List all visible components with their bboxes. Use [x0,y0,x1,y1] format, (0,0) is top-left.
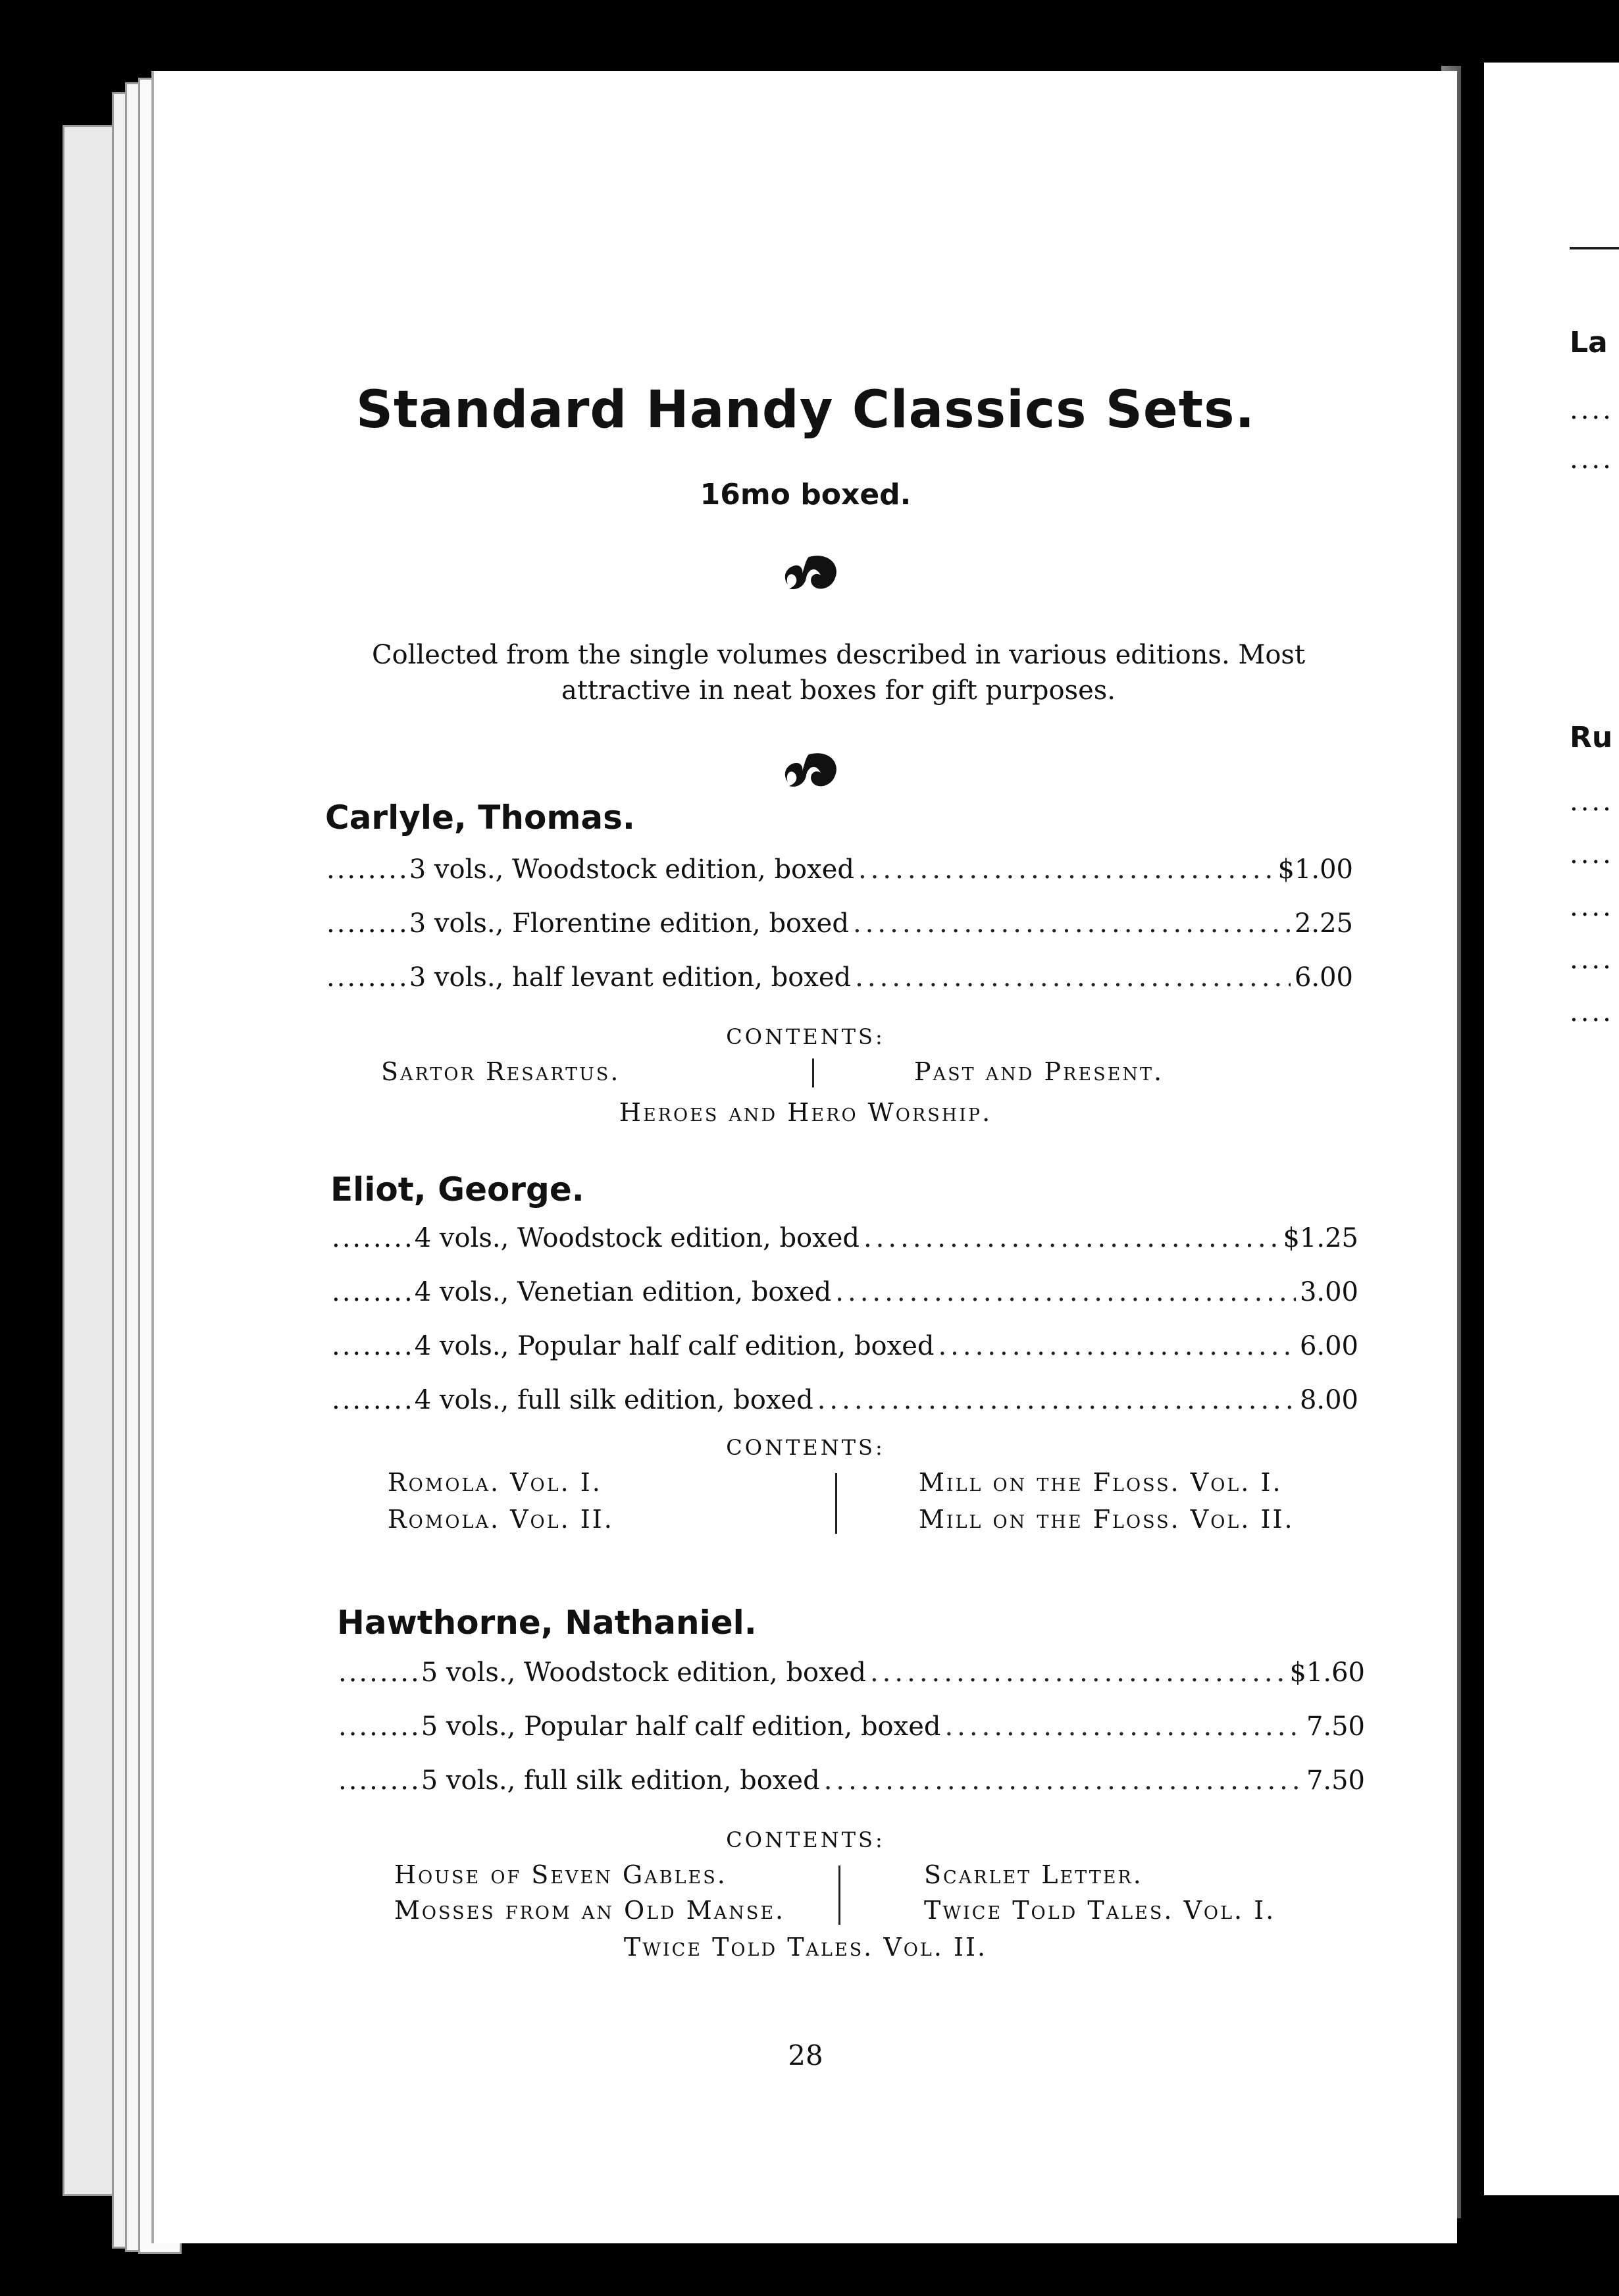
leader-dots: ........ [332,1277,415,1307]
edition-desc: 4 vols., full silk edition, boxed [414,1385,813,1415]
page-edges [63,125,119,2196]
facing-dots: .... [1570,395,1614,425]
facing-dots: .... [1570,444,1614,475]
edition-price: 6.00 [1294,962,1353,993]
work-title: Twice Told Tales. Vol. I. [924,1896,1276,1925]
leader-dots [858,854,1274,885]
leader-dots: ........ [332,1331,415,1361]
work-title: Twice Told Tales. Vol. II. [623,1933,988,1962]
edition-price: 8.00 [1299,1385,1358,1415]
list-item [326,908,1353,939]
list-item [326,854,1353,885]
list-item [332,1223,1358,1253]
edition-price: $1.00 [1277,854,1353,885]
edition-desc: 5 vols., Woodstock edition, boxed [421,1657,866,1688]
work-title: Romola. Vol. II. [388,1505,614,1534]
edition-price: $1.25 [1283,1223,1358,1253]
work-title: Sartor Resartus. [381,1057,621,1086]
intro-text: Collected from the single volumes described in various editions. Most attractive in neat boxes for gift purposes. [371,640,1306,706]
edition-desc: 3 vols., Florentine edition, boxed [409,908,849,939]
leader-dots [863,1223,1279,1253]
facing-dots: .... [1570,892,1614,922]
leader-dots: ........ [332,1385,415,1415]
list-item [338,1711,1365,1742]
page-title: Standard Handy Classics Sets. [355,380,1256,440]
work-title: Romola. Vol. I. [388,1468,602,1497]
facing-dots: .... [1570,945,1614,975]
list-item [326,962,1353,993]
leader-dots [870,1657,1286,1688]
leader-dots: ........ [326,854,409,885]
facing-label: La [1570,326,1608,359]
work-title: Mill on the Floss. Vol. I. [919,1468,1283,1497]
edition-price: 2.25 [1294,908,1353,939]
leader-dots: ........ [338,1711,421,1742]
edition-price: 3.00 [1299,1277,1358,1307]
edition-desc: 3 vols., Woodstock edition, boxed [409,854,854,885]
facing-page [1484,63,1619,2195]
contents-heading: CONTENTS: [726,1024,885,1049]
edition-price: 6.00 [1299,1331,1358,1361]
page-subtitle: 16mo boxed. [700,478,912,511]
ornament-icon [783,749,842,795]
facing-rule [1570,247,1619,249]
work-title: Past and Present. [914,1057,1164,1086]
list-item [338,1765,1365,1796]
work-title: Scarlet Letter. [924,1860,1143,1889]
facing-dots: .... [1570,997,1614,1028]
facing-dots: .... [1570,787,1614,817]
work-title: Heroes and Hero Worship. [619,1098,992,1127]
leader-dots [817,1385,1296,1415]
edition-price: 7.50 [1306,1765,1365,1796]
edition-desc: 5 vols., Popular half calf edition, boxed [421,1711,941,1742]
work-title: Mill on the Floss. Vol. II. [919,1505,1295,1534]
facing-label: Ru [1570,721,1613,754]
author-heading: Hawthorne, Nathaniel. [337,1604,757,1642]
author-heading: Eliot, George. [330,1170,584,1209]
work-title: House of Seven Gables. [394,1860,727,1889]
edition-desc: 4 vols., Venetian edition, boxed [414,1277,832,1307]
edition-desc: 4 vols., Woodstock edition, boxed [414,1223,860,1253]
list-item [332,1277,1358,1307]
column-divider [838,1866,840,1925]
leader-dots [853,908,1291,939]
edition-desc: 3 vols., half levant edition, boxed [409,962,852,993]
leader-dots: ........ [338,1765,421,1796]
leader-dots [835,1277,1296,1307]
facing-dots: .... [1570,839,1614,870]
contents-heading: CONTENTS: [726,1435,885,1460]
leader-dots: ........ [332,1223,415,1253]
edition-desc: 4 vols., Popular half calf edition, boxed [414,1331,935,1361]
leader-dots: ........ [338,1657,421,1688]
work-title: Mosses from an Old Manse. [394,1896,786,1925]
leader-dots [944,1711,1302,1742]
leader-dots [855,962,1291,993]
catalog-page [151,71,1457,2243]
leader-dots [824,1765,1302,1796]
edition-price: 7.50 [1306,1711,1365,1742]
ornament-icon [783,552,842,598]
contents-heading: CONTENTS: [726,1827,885,1852]
list-item [332,1331,1358,1361]
author-heading: Carlyle, Thomas. [325,798,635,837]
column-divider [812,1058,814,1087]
column-divider [835,1473,837,1534]
leader-dots: ........ [326,962,409,993]
edition-desc: 5 vols., full silk edition, boxed [421,1765,820,1796]
edition-price: $1.60 [1289,1657,1365,1688]
leader-dots: ........ [326,908,409,939]
leader-dots [938,1331,1295,1361]
page-number: 28 [788,2039,823,2072]
list-item [332,1385,1358,1415]
list-item [338,1657,1365,1688]
